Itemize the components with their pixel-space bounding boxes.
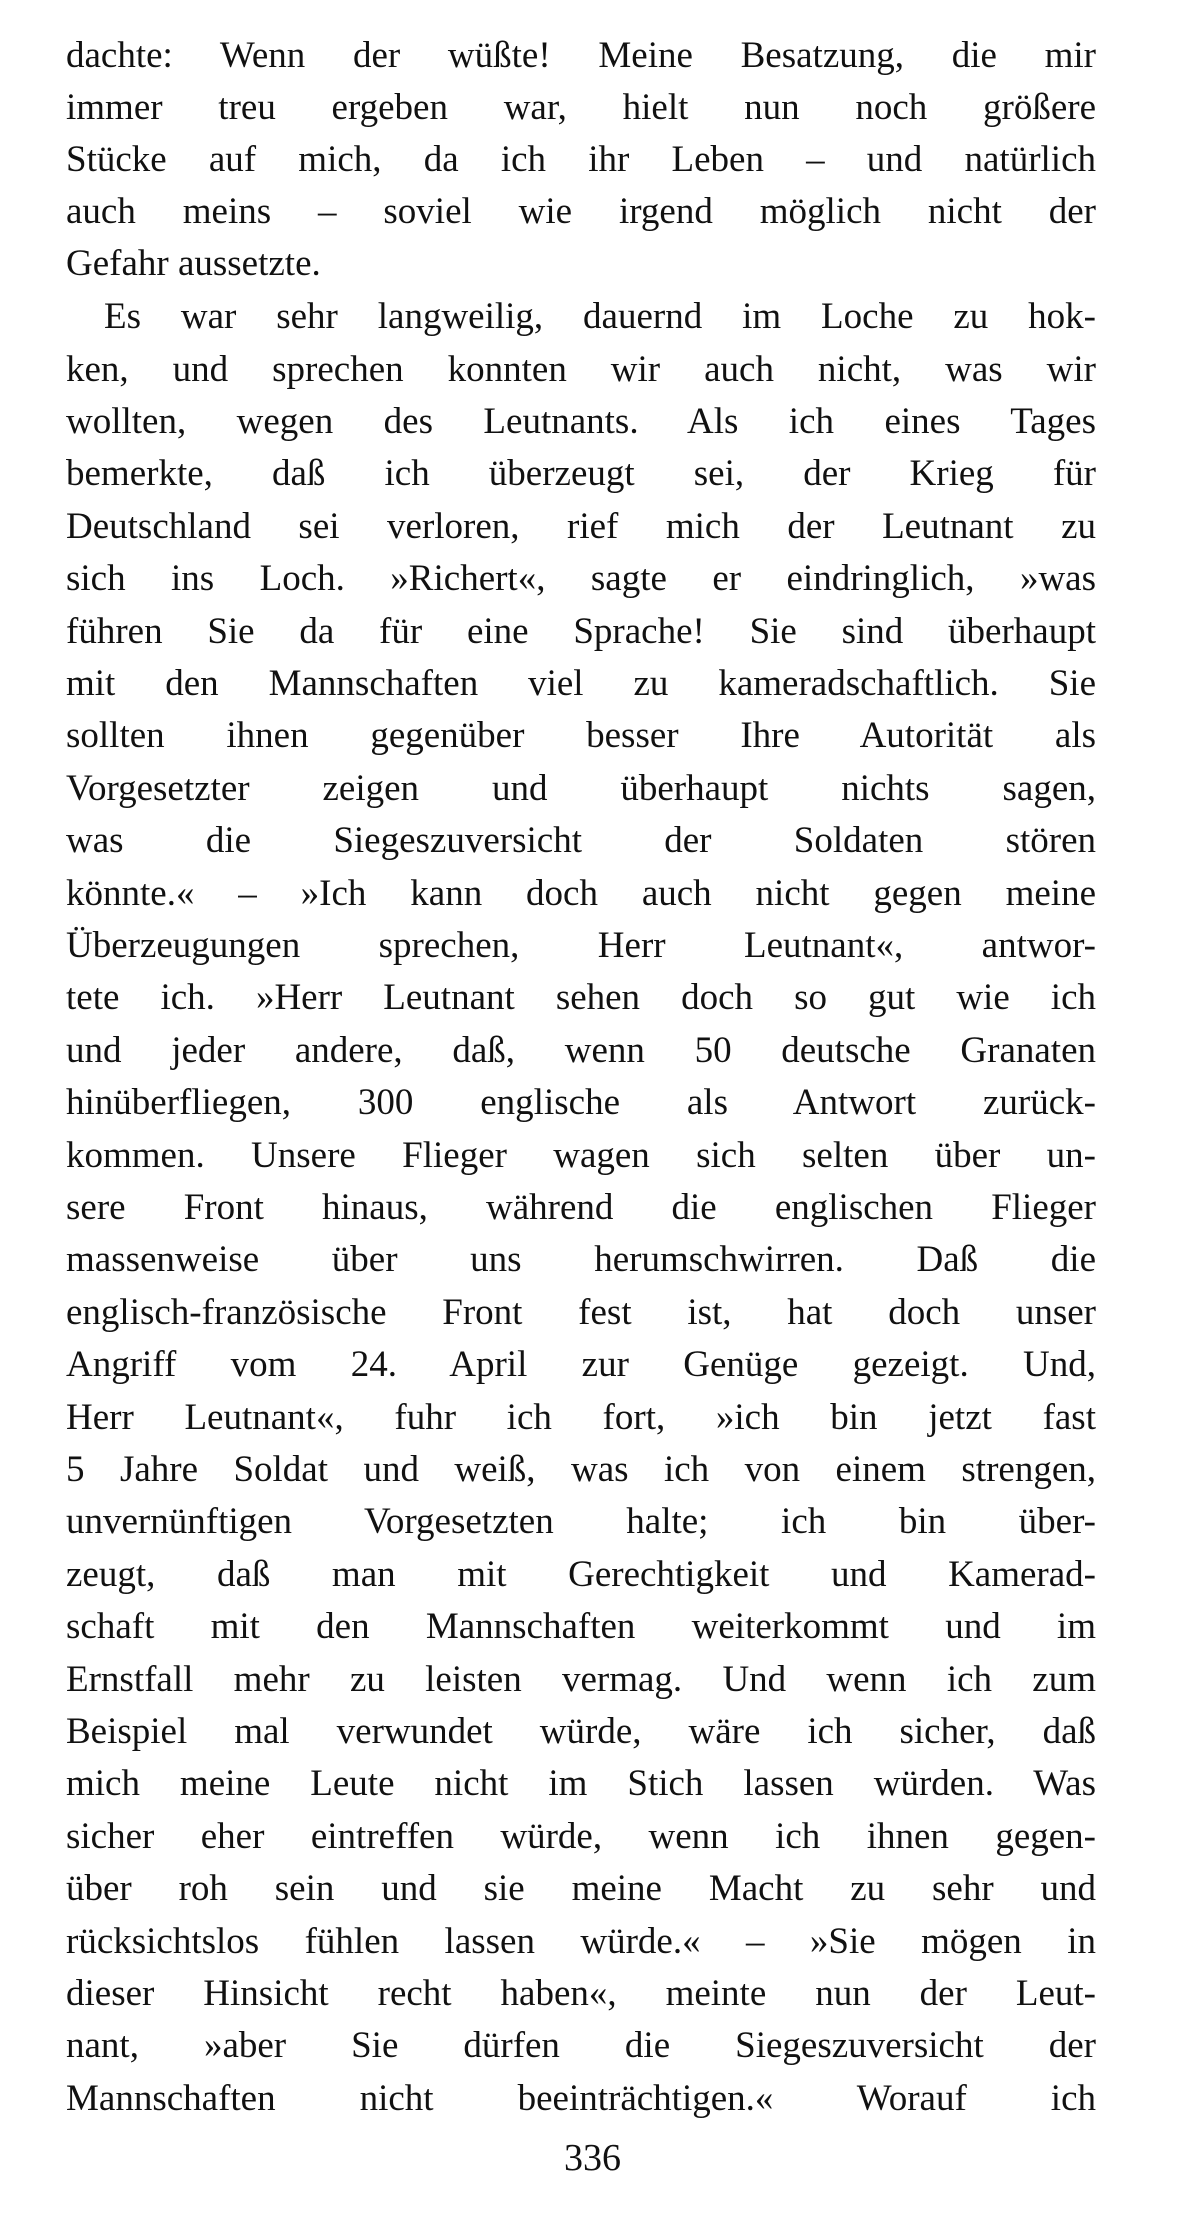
text-line: englisch-französische Front fest ist, hat doch unser	[66, 1292, 1096, 1333]
text-line: hinüberfliegen, 300 englische als Antwort zurück-	[66, 1082, 1096, 1123]
text-line: schaft mit den Mannschaften weiterkommt und im	[66, 1606, 1096, 1647]
text-line: kommen. Unsere Flieger wagen sich selten über un-	[66, 1135, 1096, 1176]
text-line: Überzeugungen sprechen, Herr Leutnant«, antwor-	[66, 925, 1096, 966]
text-line: dieser Hinsicht recht haben«, meinte nun der Leut-	[66, 1973, 1096, 2014]
paragraph-first-line: Es war sehr langweilig, dauernd im Loche zu hok-	[104, 296, 1096, 337]
text-line: immer treu ergeben war, hielt nun noch größere	[66, 87, 1096, 128]
text-line: ken, und sprechen konnten wir auch nicht, was wir	[66, 349, 1096, 390]
text-line: Angriff vom 24. April zur Genüge gezeigt. Und,	[66, 1344, 1096, 1385]
text-line: Mannschaften nicht beeinträchtigen.« Worauf ich	[66, 2078, 1096, 2119]
text-line: nant, »aber Sie dürfen die Siegeszuversicht der	[66, 2025, 1096, 2066]
text-line: sich ins Loch. »Richert«, sagte er eindringlich, »was	[66, 558, 1096, 599]
text-line: sere Front hinaus, während die englischen Flieger	[66, 1187, 1096, 1228]
text-line: unvernünftigen Vorgesetzten halte; ich bin über-	[66, 1501, 1096, 1542]
text-line: und jeder andere, daß, wenn 50 deutsche Granaten	[66, 1030, 1096, 1071]
text-line: dachte: Wenn der wüßte! Meine Besatzung, die mir	[66, 35, 1096, 76]
text-line: mit den Mannschaften viel zu kameradschaftlich. Sie	[66, 663, 1096, 704]
text-line: rücksichtslos fühlen lassen würde.« – »Sie mögen in	[66, 1921, 1096, 1962]
text-line: könnte.« – »Ich kann doch auch nicht gegen meine	[66, 873, 1096, 914]
text-line: massenweise über uns herumschwirren. Daß die	[66, 1239, 1096, 1280]
text-line: Beispiel mal verwundet würde, wäre ich sicher, daß	[66, 1711, 1096, 1752]
text-line: sicher eher eintreffen würde, wenn ich ihnen gegen-	[66, 1816, 1096, 1857]
text-line: Herr Leutnant«, fuhr ich fort, »ich bin jetzt fast	[66, 1397, 1096, 1438]
text-line: zeugt, daß man mit Gerechtigkeit und Kamerad-	[66, 1554, 1096, 1595]
text-line: Ernstfall mehr zu leisten vermag. Und wenn ich zum	[66, 1659, 1096, 1700]
text-line: mich meine Leute nicht im Stich lassen würden. Was	[66, 1763, 1096, 1804]
text-line: Vorgesetzter zeigen und überhaupt nichts sagen,	[66, 768, 1096, 809]
text-line: Stücke auf mich, da ich ihr Leben – und natürlich	[66, 139, 1096, 180]
text-line: auch meins – soviel wie irgend möglich nicht der	[66, 191, 1096, 232]
text-line: führen Sie da für eine Sprache! Sie sind überhaupt	[66, 611, 1096, 652]
text-line: sollten ihnen gegenüber besser Ihre Autorität als	[66, 715, 1096, 756]
page-number: 336	[564, 2137, 621, 2179]
text-line: Gefahr aussetzte.	[66, 243, 321, 284]
text-line: tete ich. »Herr Leutnant sehen doch so gut wie ich	[66, 977, 1096, 1018]
text-line: bemerkte, daß ich überzeugt sei, der Krieg für	[66, 453, 1096, 494]
text-line: Deutschland sei verloren, rief mich der Leutnant zu	[66, 506, 1096, 547]
text-line: über roh sein und sie meine Macht zu sehr und	[66, 1868, 1096, 1909]
text-line: 5 Jahre Soldat und weiß, was ich von einem strengen,	[66, 1449, 1096, 1490]
text-line: wollten, wegen des Leutnants. Als ich eines Tages	[66, 401, 1096, 442]
text-line: was die Siegeszuversicht der Soldaten stören	[66, 820, 1096, 861]
